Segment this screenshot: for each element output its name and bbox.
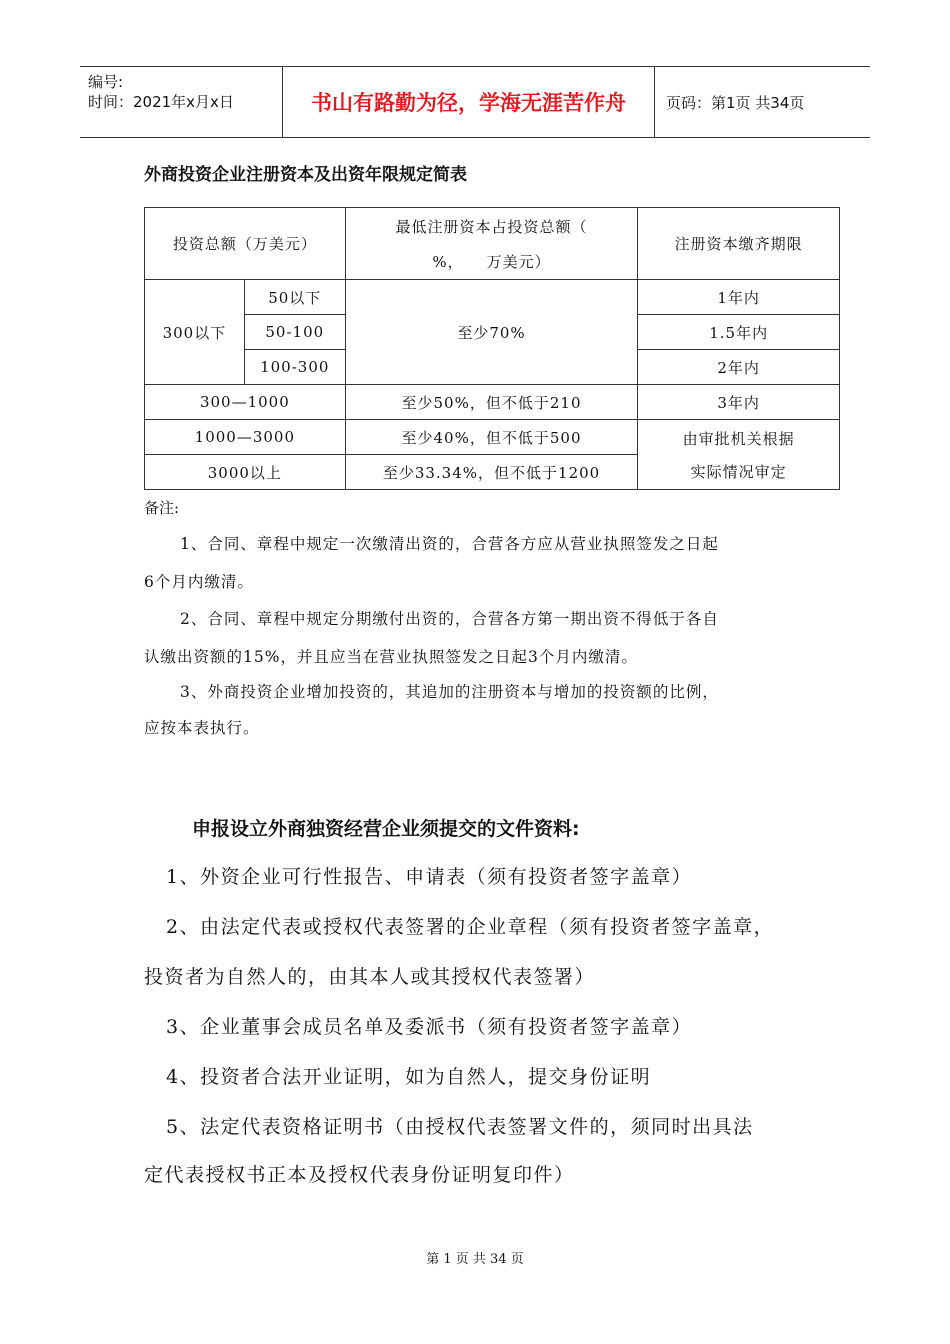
note-line bbox=[144, 607, 824, 629]
table-cell: 1年内 bbox=[638, 280, 840, 315]
capital-table bbox=[144, 207, 840, 490]
table-cell: 1.5年内 bbox=[638, 315, 840, 350]
table-row bbox=[145, 420, 840, 455]
list-item-text: 5、法定代表资格证明书（由授权代表签署文件的，须同时出具法 bbox=[166, 1116, 754, 1138]
list-item-continuation: 定代表授权书正本及授权代表身份证明复印件） bbox=[144, 1164, 575, 1186]
table-header-row bbox=[145, 208, 840, 280]
note-line bbox=[144, 680, 824, 702]
list-item-text: 2、由法定代表或授权代表签署的企业章程（须有投资者签字盖章， bbox=[166, 916, 775, 938]
table-cell: 1000—3000 bbox=[145, 420, 346, 455]
list-item-text: 1、外资企业可行性报告、申请表（须有投资者签字盖章） bbox=[166, 866, 693, 888]
table-header-cell bbox=[345, 208, 638, 280]
header-page-info: 页码：第1页 共34页 bbox=[666, 93, 805, 112]
table-cell: 3年内 bbox=[638, 385, 840, 420]
list-item bbox=[144, 1012, 834, 1039]
table-row bbox=[145, 280, 840, 315]
cell-line: 实际情况审定 bbox=[690, 462, 787, 481]
note-line: 6个月内缴清。 bbox=[144, 573, 254, 591]
page-header bbox=[80, 66, 870, 138]
table-cell: 2年内 bbox=[638, 350, 840, 385]
section-title: 申报设立外商独资经营企业须提交的文件资料: bbox=[192, 818, 580, 840]
list-item bbox=[144, 1112, 834, 1139]
note-text: 3、外商投资企业增加投资的，其追加的注册资本与增加的投资额的比例， bbox=[180, 683, 719, 701]
list-item-text: 3、企业董事会成员名单及委派书（须有投资者签字盖章） bbox=[166, 1016, 693, 1038]
table-cell: 50-100 bbox=[244, 315, 345, 350]
serial-label: 编号: bbox=[88, 73, 124, 91]
table-cell: 300—1000 bbox=[145, 385, 346, 420]
table-cell: 3000以上 bbox=[145, 455, 346, 490]
header-meta bbox=[80, 67, 280, 137]
list-item bbox=[144, 912, 834, 939]
table-cell bbox=[638, 420, 840, 490]
cell-line: 由审批机关根据 bbox=[682, 429, 795, 448]
table-row bbox=[145, 385, 840, 420]
header-line: %， 万美元） bbox=[432, 252, 551, 271]
page-footer: 第 1 页 共 34 页 bbox=[426, 1252, 524, 1267]
note-line bbox=[144, 532, 824, 554]
note-text: 2、合同、章程中规定分期缴付出资的，合营各方第一期出资不得低于各自 bbox=[180, 610, 719, 628]
list-item bbox=[144, 862, 834, 889]
table-cell: 100-300 bbox=[244, 350, 345, 385]
note-line: 应按本表执行。 bbox=[144, 719, 260, 737]
table-cell: 至少70% bbox=[345, 280, 638, 385]
note-line: 认缴出资额的15%，并且应当在营业执照签发之日起3个月内缴清。 bbox=[144, 648, 638, 666]
table-cell: 300以下 bbox=[145, 280, 245, 385]
table-header-cell: 投资总额（万美元） bbox=[145, 208, 346, 280]
list-item bbox=[144, 1062, 834, 1089]
table-cell: 至少50%，但不低于210 bbox=[345, 385, 638, 420]
table-cell: 50以下 bbox=[244, 280, 345, 315]
list-item-continuation: 投资者为自然人的，由其本人或其授权代表签署） bbox=[144, 966, 596, 988]
document-title: 外商投资企业注册资本及出资年限规定简表 bbox=[144, 165, 467, 185]
header-line: 最低注册资本占投资总额（ bbox=[395, 217, 588, 236]
table-header-cell: 注册资本缴齐期限 bbox=[638, 208, 840, 280]
table-cell: 至少33.34%，但不低于1200 bbox=[345, 455, 638, 490]
time-label: 时间：2021年x月x日 bbox=[88, 93, 234, 111]
list-item-text: 4、投资者合法开业证明，如为自然人，提交身份证明 bbox=[166, 1066, 652, 1088]
table-cell: 至少40%，但不低于500 bbox=[345, 420, 638, 455]
note-text: 1、合同、章程中规定一次缴清出资的，合营各方应从营业执照签发之日起 bbox=[180, 535, 719, 553]
header-motto: 书山有路勤为径，学海无涯苦作舟 bbox=[311, 91, 626, 115]
header-divider bbox=[654, 67, 655, 137]
notes-title: 备注: bbox=[144, 499, 180, 517]
